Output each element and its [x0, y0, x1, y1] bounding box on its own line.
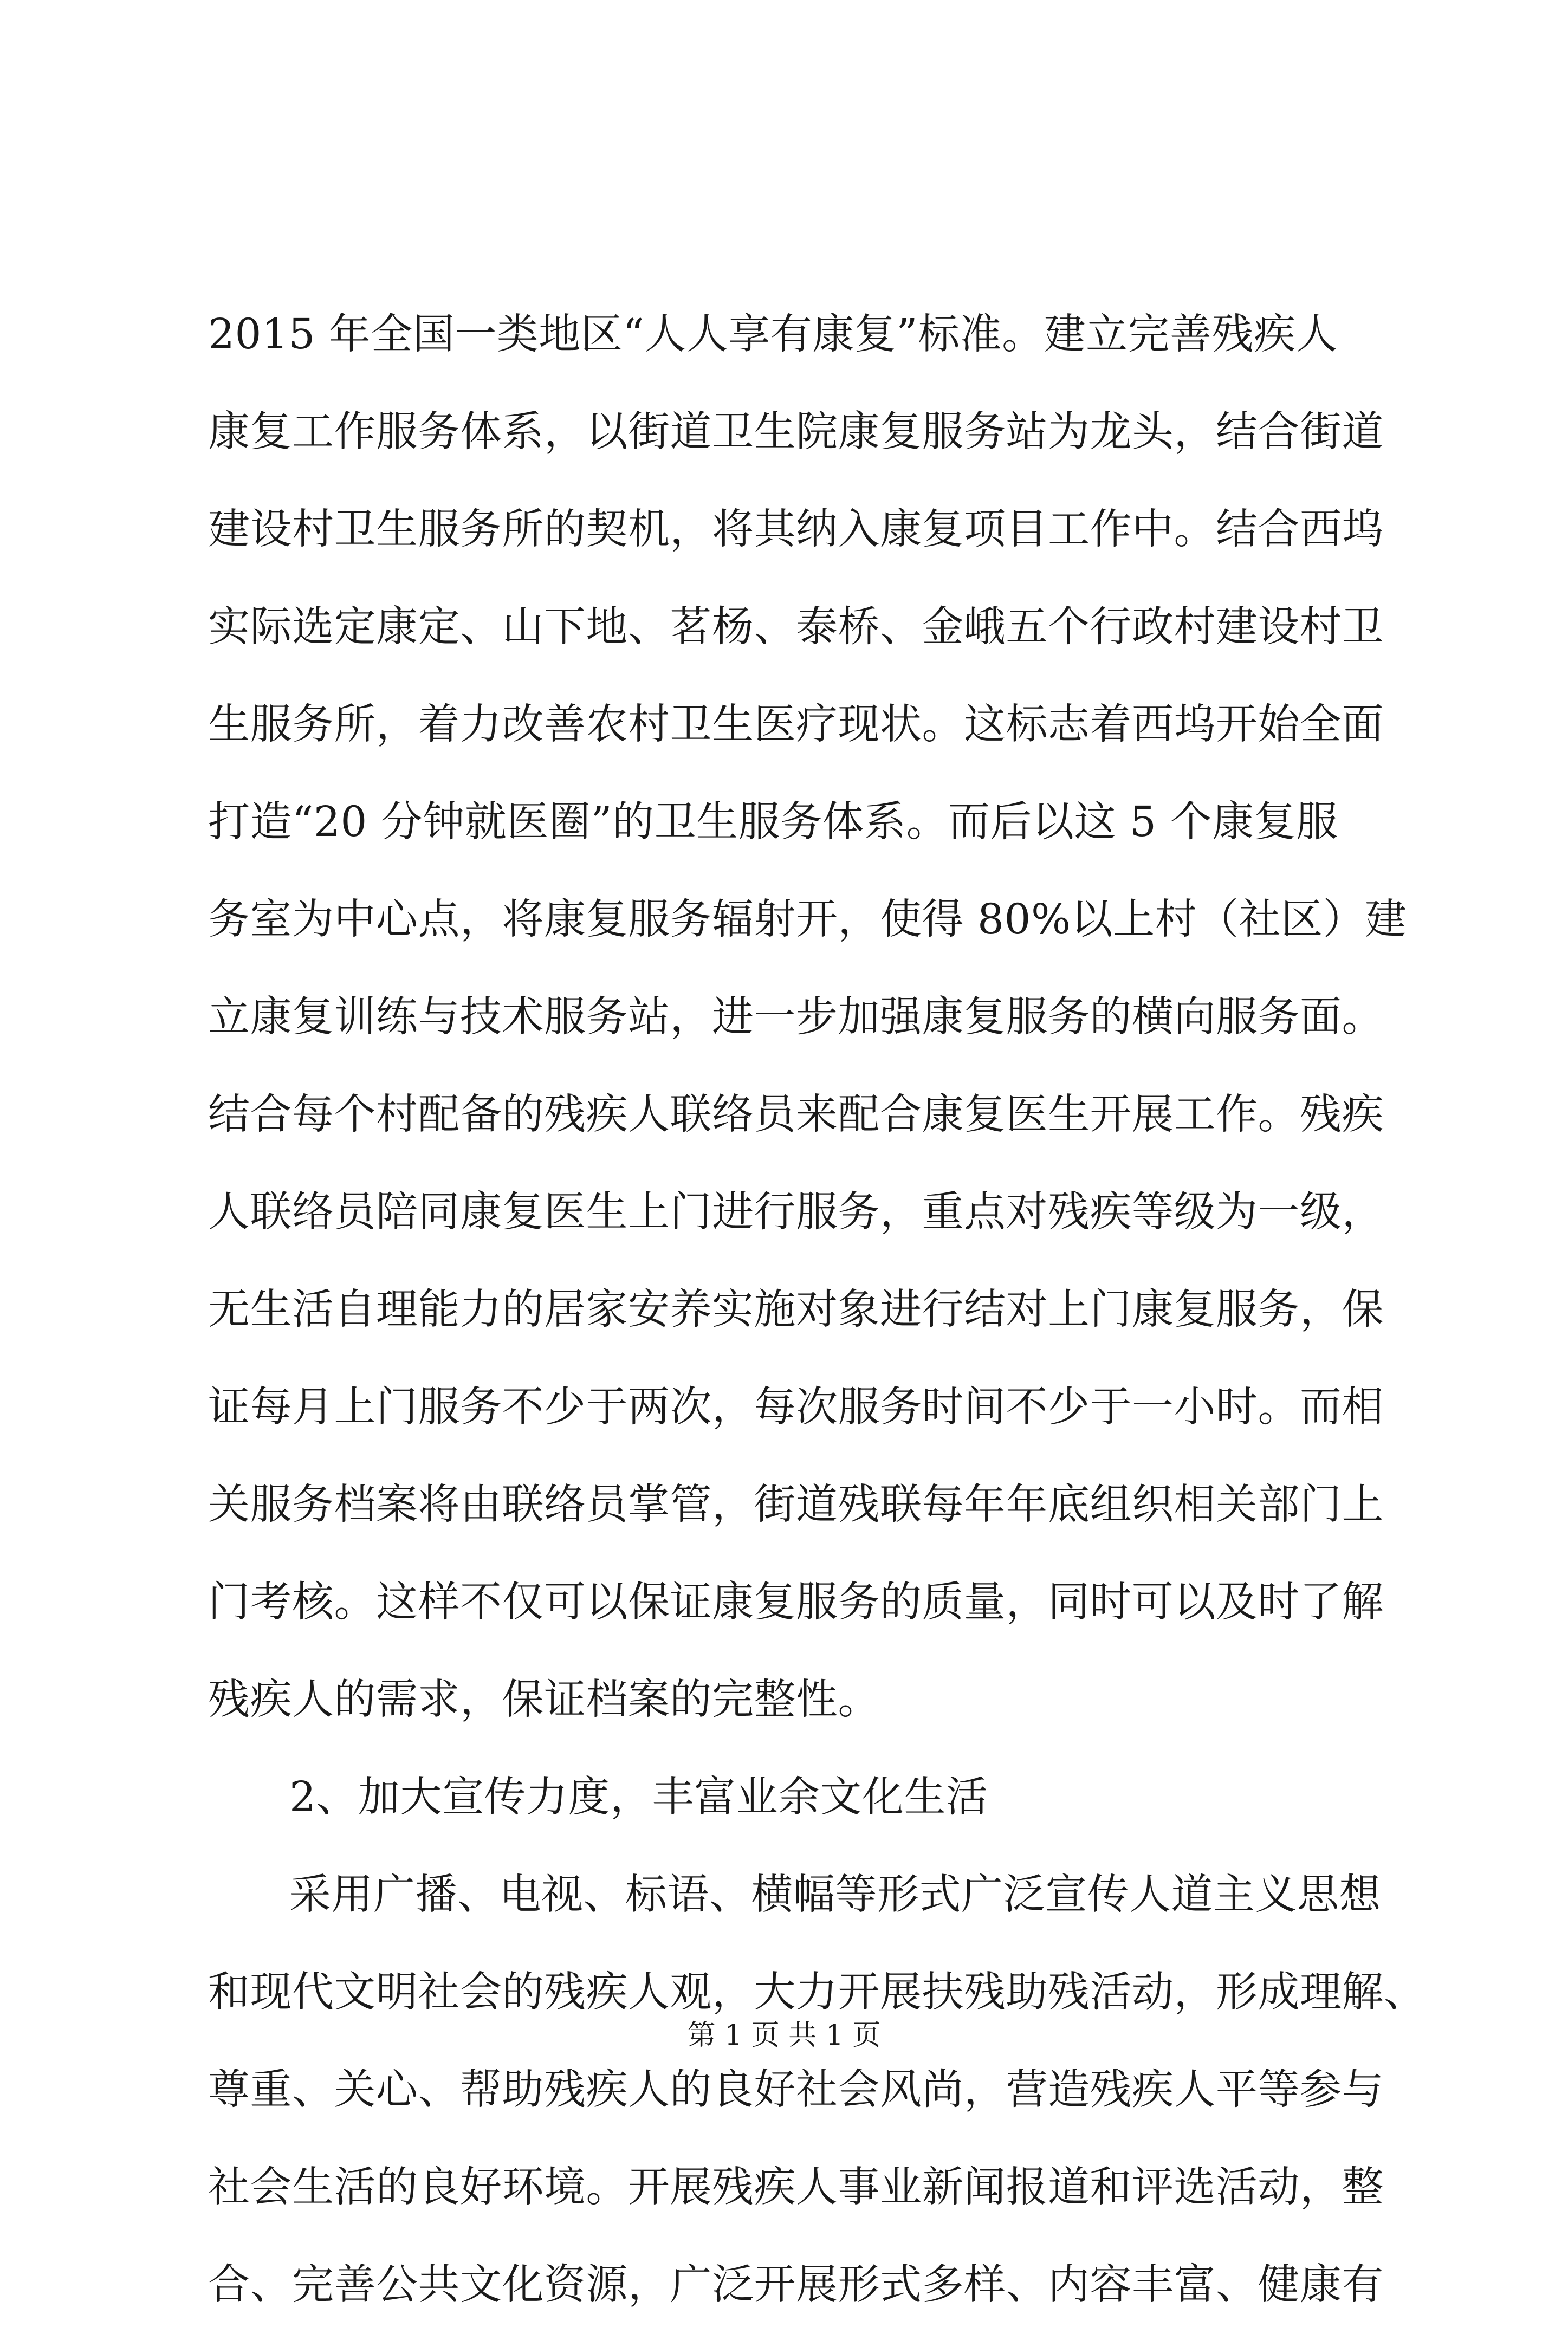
text-line: 证每月上门服务不少于两次，每次服务时间不少于一小时。而相 — [208, 1383, 1384, 1431]
text-line: 合、完善公共文化资源，广泛开展形式多样、内容丰富、健康有 — [208, 2261, 1384, 2309]
text-line: 2015 年全国一类地区“人人享有康复”标准。建立完善残疾人 — [208, 310, 1338, 359]
text-line: 务室为中心点，将康复服务辐射开，使得 80%以上村（社区）建 — [208, 896, 1407, 944]
text-line: 和现代文明社会的残疾人观，大力开展扶残助残活动，形成理解、 — [208, 1968, 1426, 2017]
text-line: 采用广播、电视、标语、横幅等形式广泛宣传人道主义思想 — [289, 1871, 1381, 1919]
page-footer: 第 1 页 共 1 页 — [687, 2019, 881, 2052]
text-line: 人联络员陪同康复医生上门进行服务，重点对残疾等级为一级， — [208, 1188, 1384, 1236]
text-line: 门考核。这样不仅可以保证康复服务的质量，同时可以及时了解 — [208, 1578, 1384, 1626]
text-line: 结合每个村配备的残疾人联络员来配合康复医生开展工作。残疾 — [208, 1091, 1384, 1139]
text-line: 残疾人的需求，保证档案的完整性。 — [208, 1676, 880, 1724]
text-line: 立康复训练与技术服务站，进一步加强康复服务的横向服务面。 — [208, 993, 1384, 1041]
text-line: 无生活自理能力的居家安养实施对象进行结对上门康复服务，保 — [208, 1286, 1384, 1334]
text-line: 建设村卫生服务所的契机，将其纳入康复项目工作中。结合西坞 — [208, 505, 1384, 554]
text-line: 打造“20 分钟就医圈”的卫生服务体系。而后以这 5 个康复服 — [208, 798, 1338, 846]
text-line: 实际选定康定、山下地、茗杨、泰桥、金峨五个行政村建设村卫 — [208, 603, 1384, 651]
text-line: 尊重、关心、帮助残疾人的良好社会风尚，营造残疾人平等参与 — [208, 2066, 1384, 2114]
text-line: 2、加大宣传力度，丰富业余文化生活 — [289, 1773, 988, 1821]
text-line: 社会生活的良好环境。开展残疾人事业新闻报道和评选活动，整 — [208, 2163, 1384, 2212]
text-line: 关服务档案将由联络员掌管，街道残联每年年底组织相关部门上 — [208, 1481, 1384, 1529]
text-line: 生服务所，着力改善农村卫生医疗现状。这标志着西坞开始全面 — [208, 701, 1384, 749]
text-line: 康复工作服务体系，以街道卫生院康复服务站为龙头，结合街道 — [208, 408, 1384, 456]
